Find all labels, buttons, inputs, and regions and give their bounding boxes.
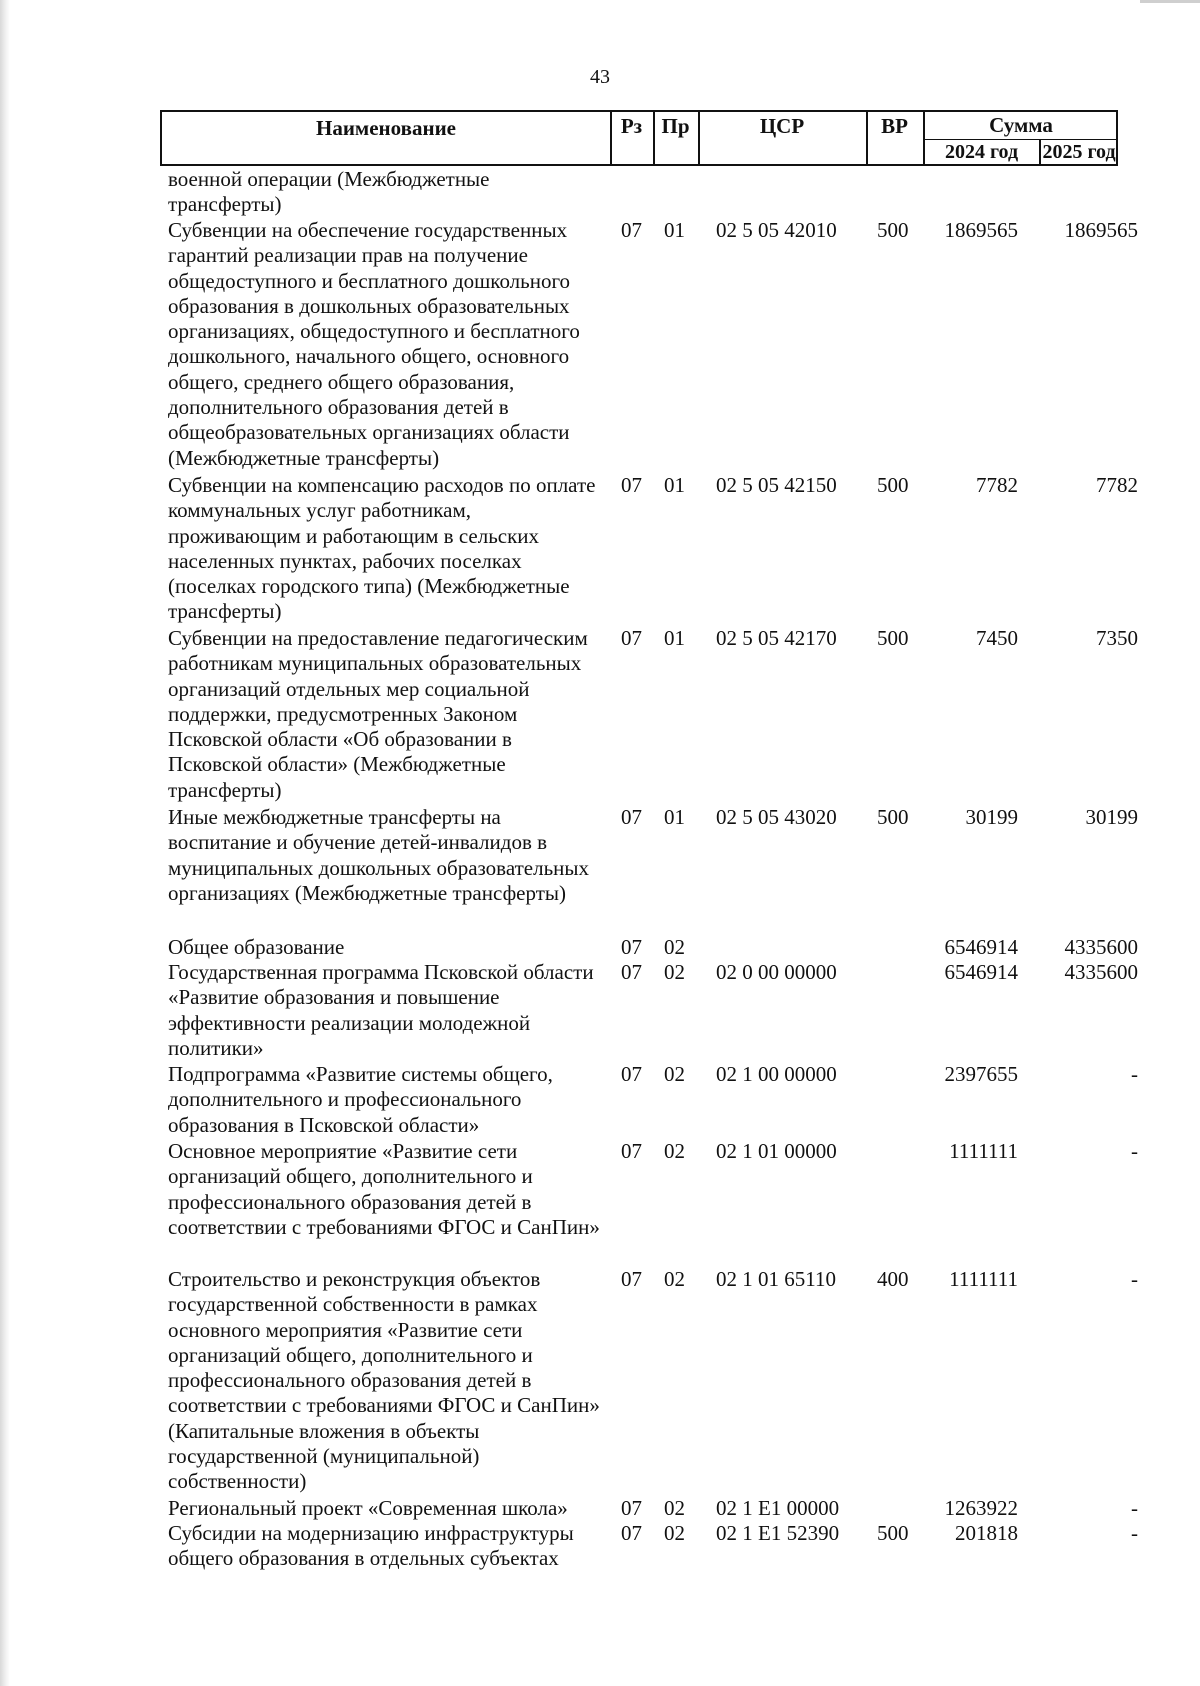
row-sum-2024: 7450 [976, 626, 1018, 650]
row-sum-2025: 7350 [1096, 626, 1138, 650]
row-pr: 01 [664, 805, 685, 829]
row-csr: 02 5 05 42170 [716, 626, 837, 650]
row-sum-2025: 4335600 [1064, 960, 1138, 984]
row-sum-2024: 1869565 [944, 218, 1018, 242]
header-rz: Рз [620, 114, 643, 138]
row-name: Субвенции на обеспечение государственных гарантий реализации прав на получение общедоступного и бесплатного дошкольного образования в дошкольных образовательных организациях, общедоступного и бесплатного дошкольного, начального общего, основного общего, среднего общего образования, дополнительного образования детей в общеобразовательных организациях области (Межбюджетные трансферты) [168, 218, 580, 470]
row-pr: 01 [664, 626, 685, 650]
header-vr: ВР [881, 114, 908, 138]
row-rz: 07 [621, 1062, 642, 1086]
row-pr: 02 [664, 1267, 685, 1291]
row-vr: 500 [877, 626, 909, 650]
row-sum-2025: 7782 [1096, 473, 1138, 497]
row-rz: 07 [621, 935, 642, 959]
header-pr: Пр [661, 114, 690, 138]
header-sum: Сумма [989, 113, 1053, 137]
row-name: Общее образование [168, 935, 345, 959]
row-sum-2025: - [1131, 1139, 1138, 1163]
row-sum-2024: 6546914 [944, 960, 1018, 984]
table-header [160, 110, 1118, 166]
row-rz: 07 [621, 626, 642, 650]
scan-edge-left [0, 0, 10, 1686]
row-rz: 07 [621, 473, 642, 497]
row-rz: 07 [621, 218, 642, 242]
row-name: Государственная программа Псковской области «Развитие образования и повышение эффективности реализации молодежной политики» [168, 960, 594, 1060]
row-sum-2024: 1111111 [949, 1267, 1018, 1291]
row-csr: 02 5 05 43020 [716, 805, 837, 829]
row-pr: 02 [664, 1496, 685, 1520]
row-rz: 07 [621, 960, 642, 984]
row-rz: 07 [621, 1521, 642, 1545]
row-sum-2024: 1263922 [944, 1496, 1018, 1520]
row-rz: 07 [621, 1496, 642, 1520]
row-csr: 02 5 05 42150 [716, 473, 837, 497]
row-pr: 02 [664, 960, 685, 984]
row-csr: 02 1 01 65110 [716, 1267, 836, 1291]
row-csr: 02 1 01 00000 [716, 1139, 837, 1163]
row-pr: 02 [664, 935, 685, 959]
row-name: Подпрограмма «Развитие системы общего, дополнительного и профессионального образования в Псковской области» [168, 1062, 553, 1137]
row-name: Субсидии на модернизацию инфраструктуры общего образования в отдельных субъектах [168, 1521, 574, 1571]
row-pr: 02 [664, 1139, 685, 1163]
row-sum-2024: 7782 [976, 473, 1018, 497]
row-sum-2024: 2397655 [944, 1062, 1018, 1086]
row-sum-2025: - [1131, 1267, 1138, 1291]
row-name: Субвенции на предоставление педагогическим работникам муниципальных образовательных организаций отдельных мер социальной поддержки, предусмотренных Законом Псковской области «Об образовании в Псковской области» (Межбюджетные трансферты) [168, 626, 588, 802]
row-sum-2025: - [1131, 1496, 1138, 1520]
row-name: военной операции (Межбюджетные трансферты) [168, 167, 490, 217]
row-name: Региональный проект «Современная школа» [168, 1496, 568, 1520]
row-vr: 500 [877, 473, 909, 497]
row-csr: 02 1 E1 52390 [716, 1521, 840, 1545]
header-csr: ЦСР [759, 114, 805, 138]
row-sum-2024: 30199 [965, 805, 1018, 829]
row-vr: 500 [877, 805, 909, 829]
row-pr: 02 [664, 1521, 685, 1545]
row-name: Строительство и реконструкция объектов государственной собственности в рамках основного мероприятия «Развитие сети организаций общего, дополнительного и профессионального образования детей в соответствии с требованиями ФГОС и СанПин» (Капитальные вложения в объекты государственной (муниципальной) собственности) [168, 1267, 600, 1494]
row-sum-2024: 201818 [955, 1521, 1018, 1545]
row-vr: 500 [877, 218, 909, 242]
row-pr: 01 [664, 473, 685, 497]
row-name: Субвенции на компенсацию расходов по оплате коммунальных услуг работникам, проживающим и работающим в сельских населенных пунктах, рабочих поселках (поселках городского типа) (Межбюджетные трансферты) [168, 473, 596, 624]
row-sum-2024: 1111111 [949, 1139, 1018, 1163]
row-name: Основное мероприятие «Развитие сети организаций общего, дополнительного и профессионального образования детей в соответствии с требованиями ФГОС и СанПин» [168, 1139, 600, 1239]
row-csr: 02 1 00 00000 [716, 1062, 837, 1086]
row-rz: 07 [621, 805, 642, 829]
row-csr: 02 5 05 42010 [716, 218, 837, 242]
row-csr: 02 1 E1 00000 [716, 1496, 840, 1520]
row-csr: 02 0 00 00000 [716, 960, 837, 984]
row-rz: 07 [621, 1267, 642, 1291]
row-pr: 02 [664, 1062, 685, 1086]
header-sum-divider [924, 139, 1116, 140]
header-year-2024: 2024 год [944, 141, 1019, 163]
scan-edge-top [1140, 0, 1200, 3]
row-sum-2025: - [1131, 1062, 1138, 1086]
row-sum-2025: 30199 [1085, 805, 1138, 829]
row-sum-2025: - [1131, 1521, 1138, 1545]
header-year-2025: 2025 год [1042, 141, 1116, 163]
header-name: Наименование [316, 116, 456, 140]
row-sum-2025: 1869565 [1064, 218, 1138, 242]
row-pr: 01 [664, 218, 685, 242]
row-vr: 500 [877, 1521, 909, 1545]
row-sum-2025: 4335600 [1064, 935, 1138, 959]
page-number: 43 [590, 66, 610, 88]
row-sum-2024: 6546914 [944, 935, 1018, 959]
row-vr: 400 [877, 1267, 909, 1291]
row-name: Иные межбюджетные трансферты на воспитание и обучение детей-инвалидов в муниципальных дошкольных образовательных организациях (Межбюджетные трансферты) [168, 805, 590, 905]
row-rz: 07 [621, 1139, 642, 1163]
